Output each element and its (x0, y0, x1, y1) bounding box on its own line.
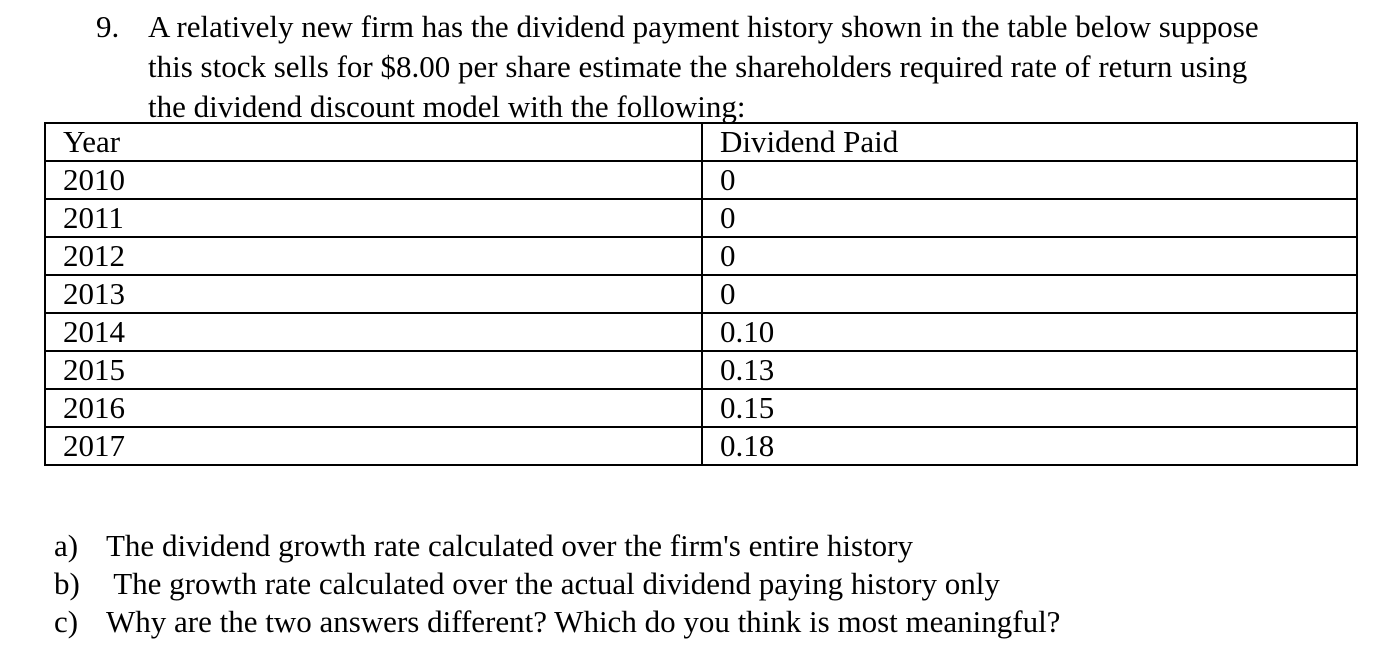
part-letter: a) (54, 528, 79, 563)
part-text: Why are the two answers different? Which do you think is most meaningful? (106, 604, 1061, 639)
question-block (96, 7, 1376, 127)
part-letter: c) (54, 604, 79, 639)
table-row (45, 389, 1357, 427)
question-line: A relatively new firm has the dividend payment history shown in the table below suppose (148, 9, 1259, 44)
table-row (45, 275, 1357, 313)
table-header-row (45, 123, 1357, 161)
dividend-cell: 0 (702, 161, 1357, 199)
year-cell: 2015 (45, 351, 702, 389)
table-row (45, 351, 1357, 389)
year-cell: 2012 (45, 237, 702, 275)
part-text: The dividend growth rate calculated over the firm's entire history (106, 528, 913, 563)
dividend-cell: 0.10 (702, 313, 1357, 351)
question-number: 9. (96, 9, 120, 44)
year-cell: 2010 (45, 161, 702, 199)
question-line: the dividend discount model with the following: (148, 89, 746, 124)
question-part-b (54, 565, 1060, 603)
dividend-history-table (44, 122, 1358, 466)
dividend-cell: 0.15 (702, 389, 1357, 427)
question-text (148, 7, 1376, 127)
part-letter: b) (54, 566, 80, 601)
table-row (45, 199, 1357, 237)
year-cell: 2014 (45, 313, 702, 351)
question-parts-list (54, 527, 1060, 641)
table-row (45, 427, 1357, 465)
table-row (45, 161, 1357, 199)
question-part-c (54, 603, 1060, 641)
header-dividend-paid: Dividend Paid (702, 123, 1357, 161)
year-cell: 2013 (45, 275, 702, 313)
dividend-cell: 0.13 (702, 351, 1357, 389)
year-cell: 2011 (45, 199, 702, 237)
question-part-a (54, 527, 1060, 565)
question-line: this stock sells for $8.00 per share estimate the shareholders required rate of return using (148, 49, 1248, 84)
year-cell: 2016 (45, 389, 702, 427)
header-year: Year (45, 123, 702, 161)
table-row (45, 237, 1357, 275)
table-row (45, 313, 1357, 351)
year-cell: 2017 (45, 427, 702, 465)
dividend-cell: 0 (702, 275, 1357, 313)
part-text: The growth rate calculated over the actual dividend paying history only (106, 566, 1000, 601)
dividend-cell: 0.18 (702, 427, 1357, 465)
dividend-cell: 0 (702, 237, 1357, 275)
dividend-cell: 0 (702, 199, 1357, 237)
